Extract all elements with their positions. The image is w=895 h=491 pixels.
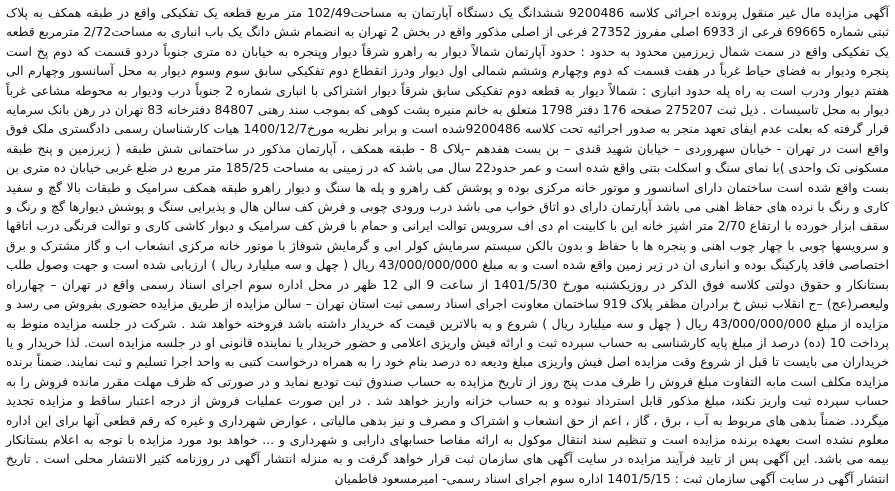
notice-body-text: آگهی مزایده مال غیر منقول پرونده اجرائی کلاسه 9200486 ششدانگ یک دستگاه آپارتمان به مساحت102/49 متر مربع قطعه یک تفکیکی واقع در طبقه همکف به پلاک ثبتی شماره 69665 فرعی از 6933 اصلی مفروز 27352 فرعی از اصلی مذکور واقع در بخش 2 تهران به انضمام شش دانگ یک باب انباری به مساحت2/72 مترمربع قطعه یک تفکیکی واقع در سمت شمال زیرزمین محدود به حدود : حدود آپارتمان شمالاً دیوار به راهرو شرقاً دیوار وپنجره به خیابان ده متری جنوباً دردو قسمت که دوم پخ است پنجره ودیوار به فضای حیاط غرباً در هفت قسمت که دوم وچهارم وششم شمالی اول دیوار ودرز انقطاع دوم تفکیکی سابق سوم وسوم دیوار به محل آسانسور وچهارم الی هفتم دیوار ودرب است به راه پله حدود انباری : شمالاً دیوار به قطعه دوم تفکیکی سابق شرقاً دیوار اشتراکی با انباری شماره 2 جنوباً درب ودیوار به محوطه مشاعی غرباً دیوار به محل تاسیسات . ذیل ثبت 275207 صفحه 176 دفتر 1798 متعلق به خانم منیره پشت کوهی که بموجب سند رهنی 84807 دفترخانه 83 تهران در رهن بانک سرمایه قرار گرفته که بعلت عدم ایفای تعهد منجر به صدور اجرائیه تحت کلاسه 9200486شده است و برابر نظریه مورخ1400/12/7 هیات کارشناسان رسمی دادگستری ملک فوق واقع است در تهران - خیابان سهروردی – خیابان شهید قندی – بن بست هفدهم –پلاک 8 - طبقه همکف ، آپارتمان مذکور در ساختمانی شش طبقه ( زیرزمین و پنج طبقه مسکونی تک واحدی )با نمای سنگ و اسکلت بتنی واقع شده است و عمر حدود22 سال می باشد که در زمینی به مساحت 185/25 متر مربع در ضلع غربی خیابان ده متری بن بست واقع شده است ساختمان دارای اسانسور و موتور خانه مرکزی بوده و پوشش کف راهرو و پله ها سنگ و دیوار راهرو طبقه همکف سرامیک و طبقات بالا گچ و سفید کاری و رنگ با نرده های حفاظ اهنی می باشد آپارتمان دارای دو اتاق خواب می باشد درب ورودی چوبی و فرش کف سالن هال و پذیرایی سنگ و پوشش دیوارها گچ و رنگ و سقف ابزار خورده با ارتفاع 2/70 متر اشپز خانه این با کابینت ام دی اف سرویس توالت ایرانی و حمام با فرش کف سرامیک و دیوار کاشی کاری و توالت فرنگی درب اتاقها و سرویسها چوبی با چهار چوب اهنی و پنجره ها با حفاظ و بدون بالکن سیستم سرمایش کولر ابی و گرمایش شوفاژ با موتور خانه مرکزی انشعاب اب و گاز مشترک و برق اختصاصی فاقد پارکینگ بوده و انباری ان در زیر زمین واقع شده است و به مبلغ 43/000/000/000 ریال ( چهل و سه میلیارد ریال ) ارزیابی شده است و جهت وصول طلب بستانکار و حقوق دولتی کلاسه فوق الذکر در روزیکشنبه مورخ 1401/5/30 از ساعت 9 الی 12 ظهر در محل اداره سوم اجرای اسناد رسمی واقع در تهران – چهارراه ولیعصر(عج) –ج انقلاب نبش خ برادران مظفر پلاک 919 ساختمان معاونت اجرای اسناد رسمی ثبت استان تهران – سالن مزایده از طریق مزایده حضوری بفروش می رسد و مزایده از مبلغ 43/000/000/000 ریال ( چهل و سه میلیارد ریال ) شروع و به بالاترین قیمت که خریدار داشته باشد فروخته خواهد شد . شرکت در جلسه مزایده منوط به پرداخت 10 (ده) درصد از مبلغ پایه کارشناسی به حساب سپرده ثبت و ارائه فیش واریزی اعلامی و حضور خریدار یا نماینده قانونی او در جلسه مزایده است. لذا خریدار و یا خریداران می بایست تا قبل از شروع وقت مزایده اصل فیش واریزی مبلغ ودیعه ده درصد بنام خود را به همراه درخواست کتبی به واحد اجرا تسلیم و ثبت نمایند. ضمناً برنده مزایده مکلف است مابه التفاوت مبلغ فروش را ظرف مدت پنج روز از تاریخ مزایده به حساب صندوق ثبت تودیع نماید و در صورتی که ظرف مهلت مقرر مانده فروش را به حساب سپرده ثبت واریز نکند، مبلغ مذکور قابل استرداد نبوده و به حساب خزانه واریز خواهد شد . در این صورت عملیات فروش از درجه اعتبار ساقط و مزایده تجدید میگردد. ضمناً بدهی های مربوط به آب ، برق ، گاز ، اعم از حق انشعاب و اشتراک و مصرف و نیز بدهی مالیاتی ، عوارض شهرداری و غیره که رقم قطعی آنها برای این اداره معلوم نشده است بعهده برنده مزایده است و تنظیم سند انتقال موکول به ارائه مفاصا حسابهای دارایی و شهرداری و ... خواهد بود مورد مزایده با توجه به اعلام بستانکار بیمه می باشد. این آگهی پس از تایید فرآیند مزایده در سایت آگهی های سازمان ثبت قرار خواهد گرفت و به منزله انتشار آگهی در روزنامه کثیر الانتشار محلی است . تاریخ انتشار آگهی در سایت آگهی سازمان ثبت : 1401/5/15 اداره سوم اجرای اسناد رسمی- امیرمسعود فاطمیان (6, 5, 890, 486)
